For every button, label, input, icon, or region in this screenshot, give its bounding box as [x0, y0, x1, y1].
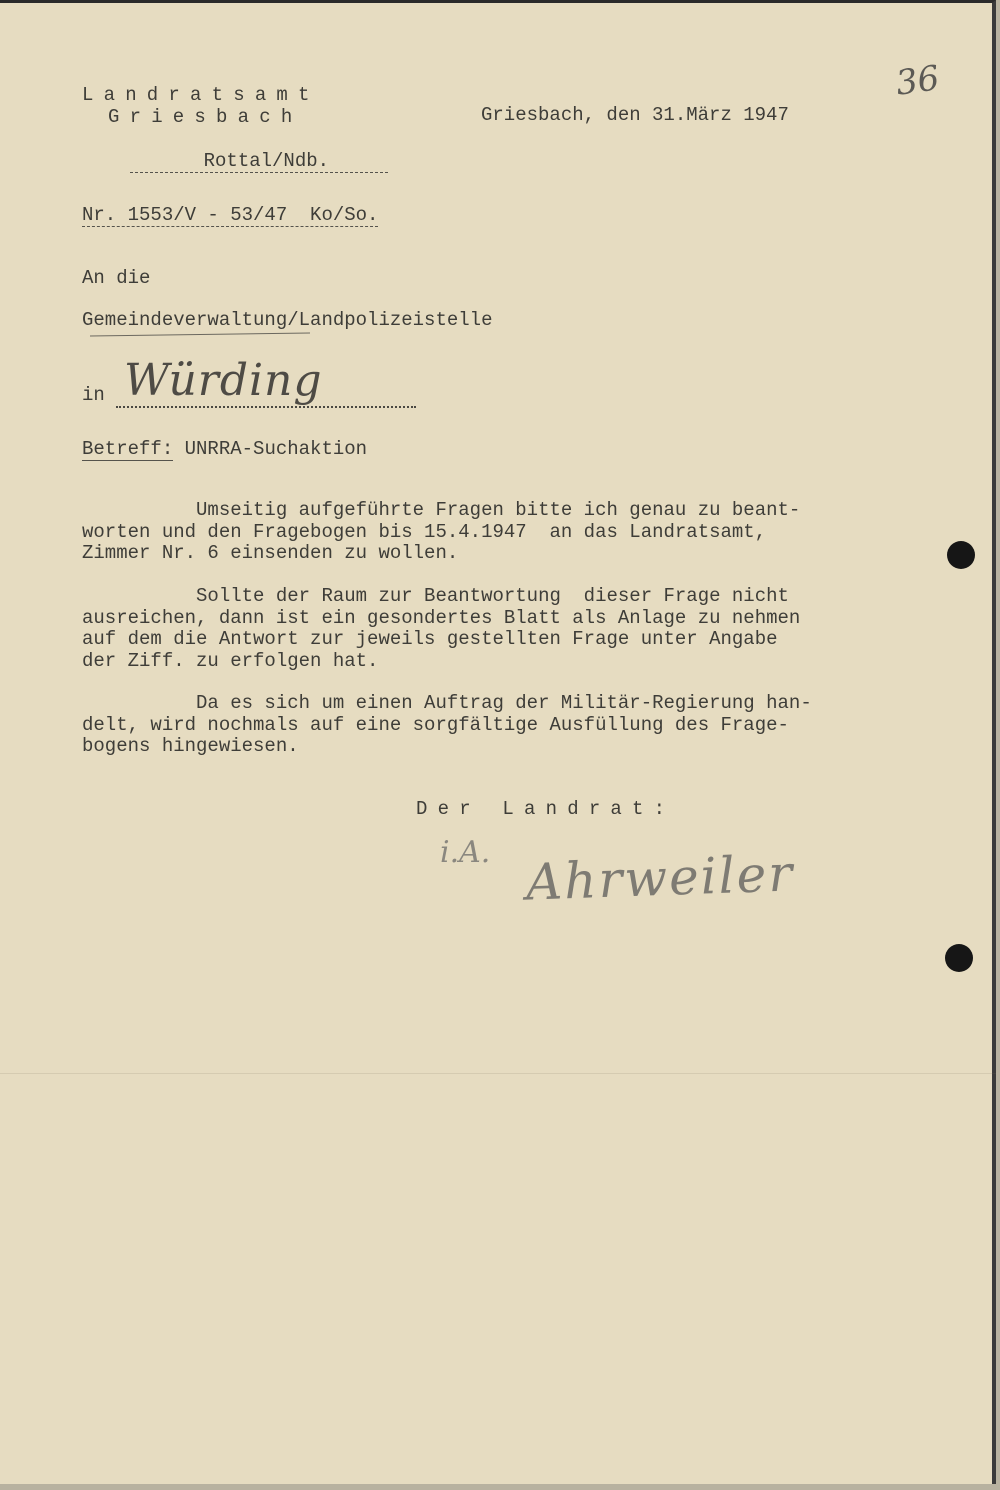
place-date: Griesbach, den 31.März 1947 [481, 104, 789, 126]
recipient-office-underline [90, 332, 310, 336]
letterhead-line-3 [84, 128, 342, 195]
body-paragraph-2: Sollte der Raum zur Beantwortung dieser Frage nicht ausreichen, dann ist ein gesondertes Blatt als Anlage zu nehmen auf dem die Antwort zur jeweils gestellten Frage unter Angabe der Ziff. zu erfolgen hat. [82, 585, 801, 672]
subject-label: Betreff: [82, 438, 174, 460]
reference-number: Nr. 1553/V - 53/47 Ko/So. [82, 204, 379, 226]
letterhead-line-1: Landratsamt [82, 84, 320, 106]
recipient-place-line [116, 406, 416, 408]
signature: Ahrweiler [525, 844, 796, 912]
body-paragraph-1: Umseitig aufgeführte Fragen bitte ich genau zu beant- worten und den Fragebogen bis 15.4.1947 an das Landratsamt, Zimmer Nr. 6 einsenden zu wollen. [82, 499, 801, 564]
recipient-office: Gemeindeverwaltung/Landpolizeistelle [82, 309, 493, 331]
body-paragraph-3: Da es sich um einen Auftrag der Militär-Regierung han- delt, wird nochmals auf eine sorgfältige Ausfüllung des Frage- bogens hingewiesen. [82, 692, 812, 757]
recipient-place: Würding [124, 355, 323, 406]
closing-line: Der Landrat: [416, 798, 676, 820]
subject-line [82, 438, 367, 460]
subject-text: UNRRA-Suchaktion [184, 438, 368, 460]
punch-hole-bottom [945, 944, 973, 972]
punch-hole-top [947, 541, 975, 569]
letterhead-line-2: Griesbach [108, 106, 303, 128]
fold-line [0, 1073, 996, 1074]
signature-prefix: i.A. [440, 835, 491, 870]
letterhead-line-3-text: Rottal/Ndb. [130, 150, 388, 173]
page-number: 36 [893, 58, 942, 104]
recipient-intro: An die [82, 267, 151, 289]
recipient-in-label: in [82, 384, 105, 406]
